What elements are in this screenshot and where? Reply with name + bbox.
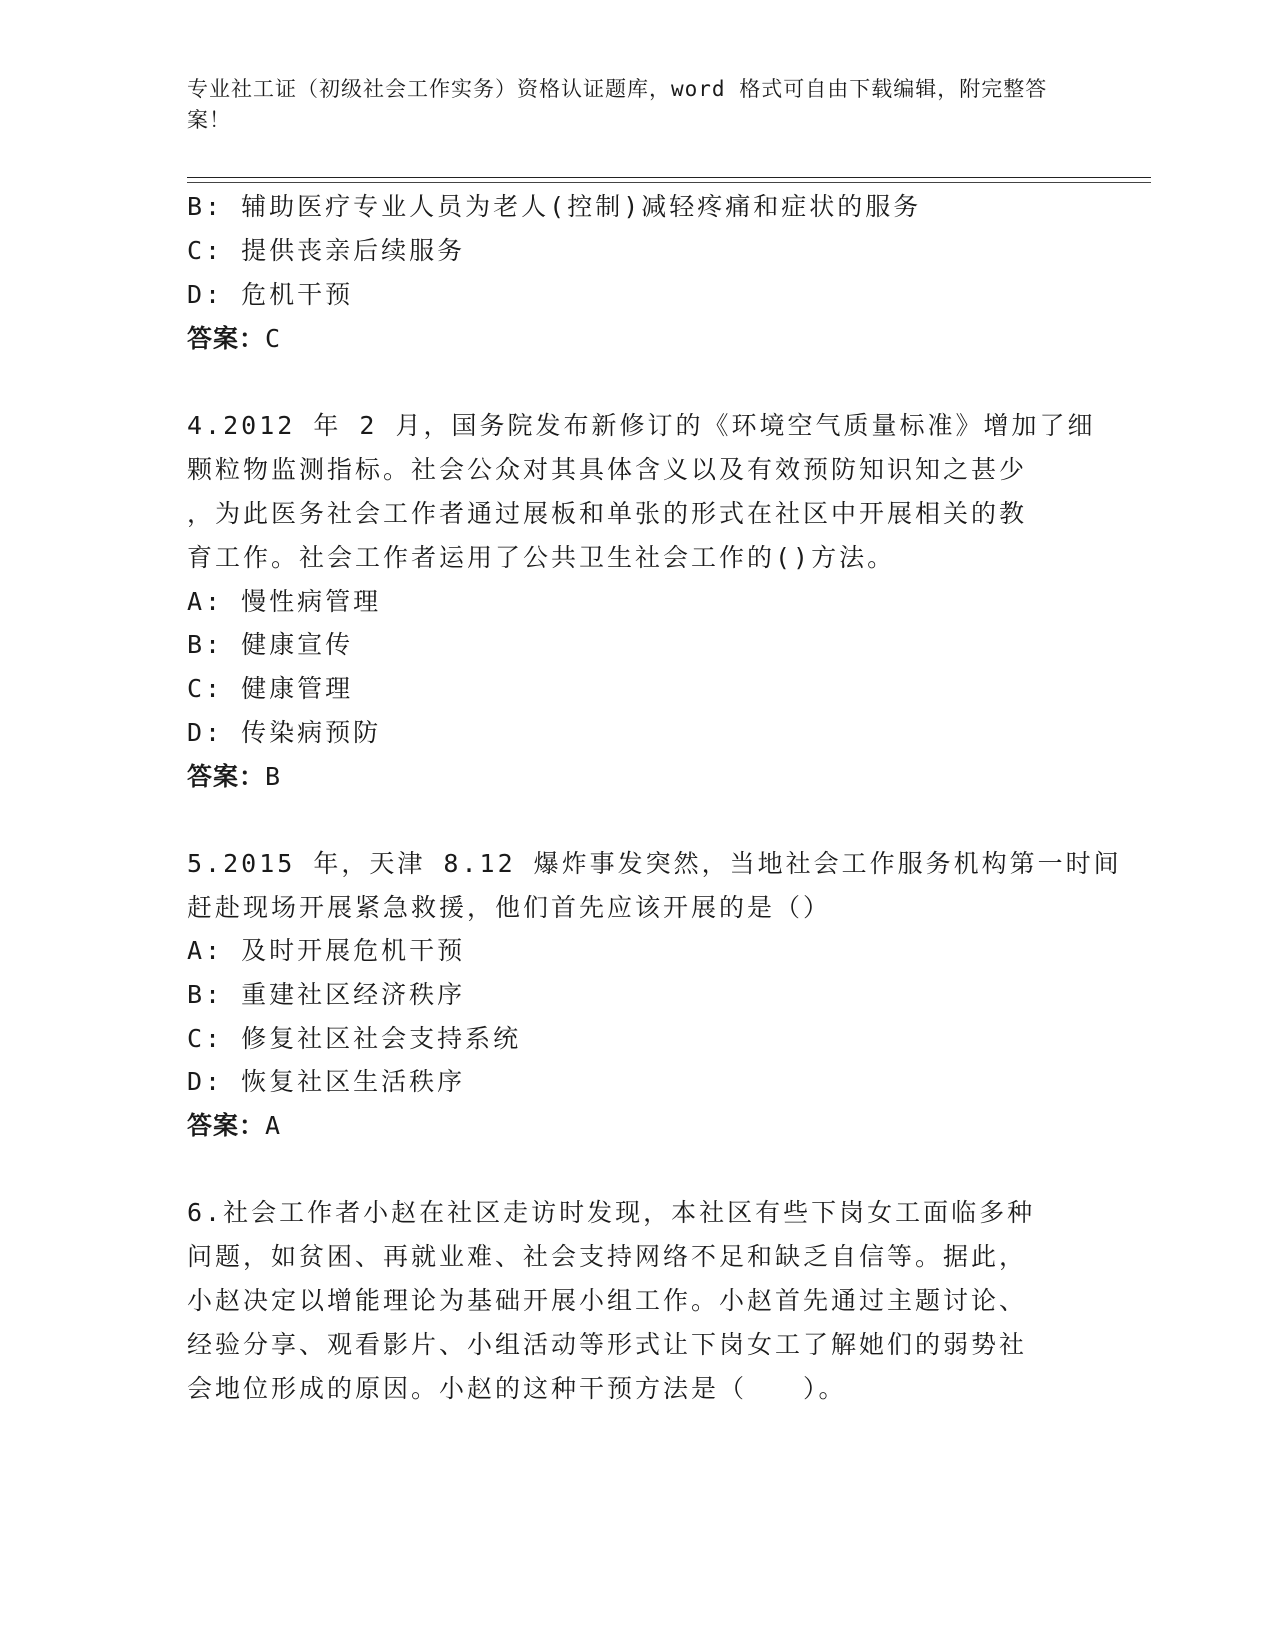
answer-value: A: [265, 1111, 282, 1140]
q5-option-b: B: 重建社区经济秩序: [187, 980, 466, 1009]
q3-option-b: B: 辅助医疗专业人员为老人(控制)减轻疼痛和症状的服务: [187, 192, 922, 221]
q4-stem-line-2: 颗粒物监测指标。社会公众对其具体含义以及有效预防知识知之甚少: [187, 455, 1028, 484]
q4-stem-line-3: ，为此医务社会工作者通过展板和单张的形式在社区中开展相关的教: [187, 499, 1028, 528]
q6-stem-line-3: 小赵决定以增能理论为基础开展小组工作。小赵首先通过主题讨论、: [187, 1286, 1028, 1315]
answer-value: C: [265, 324, 282, 353]
q4-answer: [187, 760, 281, 794]
header-rule-top: [187, 177, 1151, 178]
answer-label: 答案：: [187, 1111, 266, 1140]
header-rule-bottom: [187, 182, 1151, 183]
q5-option-a: A: 及时开展危机干预: [187, 936, 466, 965]
q6-stem-line-4: 经验分享、观看影片、小组活动等形式让下岗女工了解她们的弱势社: [187, 1330, 1028, 1359]
q4-option-a: A: 慢性病管理: [187, 587, 382, 616]
answer-value: B: [265, 762, 282, 791]
q4-option-d: D: 传染病预防: [187, 718, 382, 747]
q6-stem-line-5: 会地位形成的原因。小赵的这种干预方法是（ ）。: [187, 1374, 847, 1403]
answer-label: 答案：: [187, 324, 266, 353]
q5-option-c: C: 修复社区社会支持系统: [187, 1024, 522, 1053]
q4-stem-line-1: 4.2012 年 2 月，国务院发布新修订的《环境空气质量标准》增加了细: [187, 411, 1096, 440]
page-header: 专业社工证（初级社会工作实务）资格认证题库，word 格式可自由下载编辑，附完整答案！: [187, 77, 1048, 132]
q5-option-d: D: 恢复社区生活秩序: [187, 1067, 466, 1096]
q5-answer: [187, 1109, 281, 1143]
q5-stem-line-2: 赶赴现场开展紧急救援，他们首先应该开展的是（）: [187, 893, 832, 922]
q6-stem-line-1: 6.社会工作者小赵在社区走访时发现，本社区有些下岗女工面临多种: [187, 1198, 1036, 1227]
q4-option-b: B: 健康宣传: [187, 630, 354, 659]
answer-label: 答案：: [187, 762, 266, 791]
q3-answer: [187, 322, 281, 356]
q4-stem-line-4: 育工作。社会工作者运用了公共卫生社会工作的()方法。: [187, 543, 896, 572]
q3-option-d: D: 危机干预: [187, 280, 354, 309]
q5-stem-line-1: 5.2015 年，天津 8.12 爆炸事发突然，当地社会工作服务机构第一时间: [187, 849, 1122, 878]
q6-stem-line-2: 问题，如贫困、再就业难、社会支持网络不足和缺乏自信等。据此，: [187, 1242, 1028, 1271]
q3-option-c: C: 提供丧亲后续服务: [187, 236, 466, 265]
q4-option-c: C: 健康管理: [187, 674, 354, 703]
